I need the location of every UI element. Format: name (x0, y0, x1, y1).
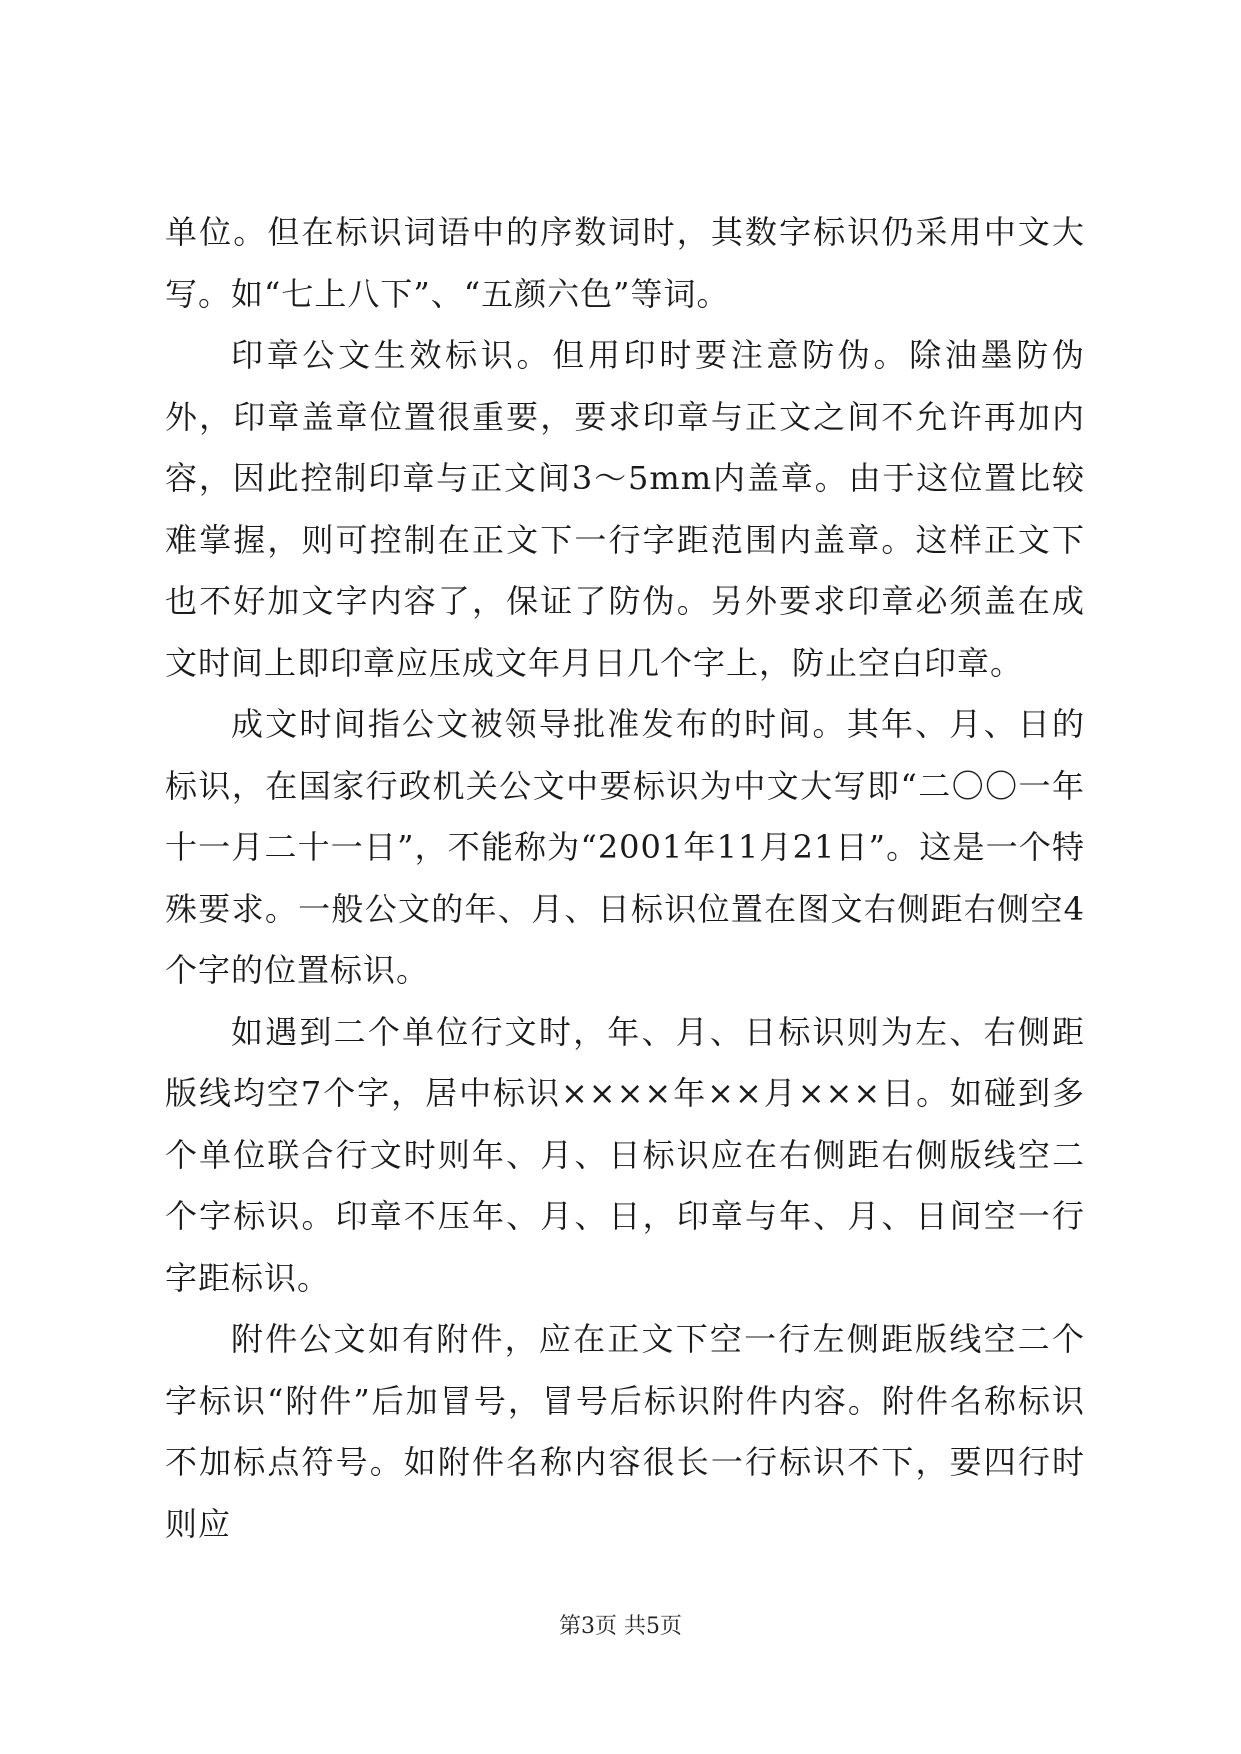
paragraph-1: 单位。但在标识词语中的序数词时，其数字标识仍采用中文大写。如“七上八下”、“五颜六色”等词。 (165, 213, 1085, 313)
paragraph-3: 成文时间指公文被领导批准发布的时间。其年、月、日的标识，在国家行政机关公文中要标识为中文大写即“二〇〇一年十一月二十一日”，不能称为“2001年11月21日”。这是一个特殊要求。一般公文的年、月、日标识位置在图文右侧距右侧空4个字的位置标识。 (165, 705, 1085, 989)
page-number-label: 第3页 共5页 (559, 1614, 682, 1639)
paragraph-2: 印章公文生效标识。但用印时要注意防伪。除油墨防伪外，印章盖章位置很重要，要求印章与正文之间不允许再加内容，因此控制印章与正文间3～5mm内盖章。由于这位置比较难掌握，则可控制在正文下一行字距范围内盖章。这样正文下也不好加文字内容了，保证了防伪。另外要求印章必须盖在成文时间上即印章应压成文年月日几个字上，防止空白印章。 (165, 336, 1085, 682)
paragraph-4: 如遇到二个单位行文时，年、月、日标识则为左、右侧距版线均空7个字，居中标识××××年××月×××日。如碰到多个单位联合行文时则年、月、日标识应在右侧距右侧版线空二个字标识。印章不压年、月、日，印章与年、月、日间空一行字距标识。 (165, 1012, 1085, 1297)
paragraph-5: 附件公文如有附件，应在正文下空一行左侧距版线空二个字标识“附件”后加冒号，冒号后标识附件内容。附件名称标识不加标点符号。如附件名称内容很长一行标识不下，要四行时则应 (165, 1320, 1085, 1543)
document-body (165, 202, 1085, 1555)
page-footer (0, 1612, 1241, 1642)
